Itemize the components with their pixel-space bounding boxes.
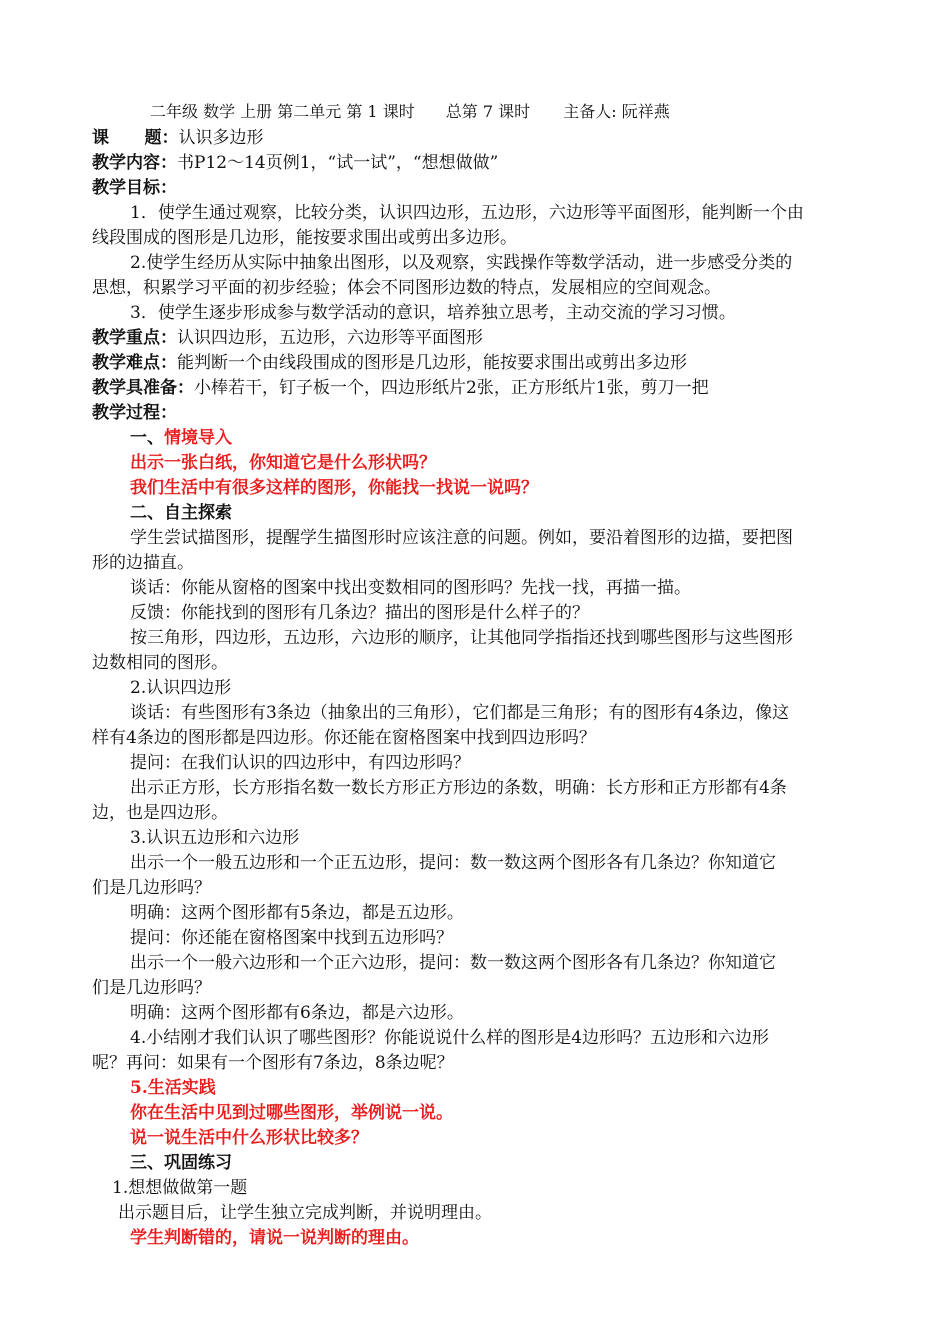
page-header <box>150 100 850 124</box>
s2-subheading-5: 5.生活实践 <box>130 1078 216 1098</box>
s2-para-1b: 形的边描直。 <box>92 553 194 573</box>
s2-para-1a: 学生尝试描图形，提醒学生描图形时应该注意的问题。例如，要沿着图形的边描，要把图 <box>130 528 793 548</box>
s2-para-5a: 谈话：有些图形有3条边（抽象出的三角形），它们都是三角形；有的图形有4条边，像这 <box>130 703 790 723</box>
s2-para-13b: 呢？再问：如果有一个图形有7条边，8条边呢？ <box>92 1053 454 1073</box>
s2-para-11a: 出示一个一般六边形和一个正六边形，提问：数一数这两个图形各有几条边？你知道它 <box>130 953 776 973</box>
key-label: 教学重点： <box>92 328 177 348</box>
difficulty-label: 教学难点： <box>92 353 177 373</box>
goal-1b: 线段围成的图形是几边形，能按要求围出或剪出多边形。 <box>92 228 517 248</box>
key-points-line <box>92 326 882 351</box>
s2-para-5b: 样有4条边的图形都是四边形。你还能在窗格图案中找到四边形吗？ <box>92 728 596 748</box>
s2-para-10: 提问：你还能在窗格图案中找到五边形吗？ <box>130 928 453 948</box>
content-label: 教学内容： <box>92 153 177 173</box>
topic-line <box>92 126 882 151</box>
section-1-heading <box>130 426 882 451</box>
s2-red-prompt-1: 你在生活中见到过哪些图形，举例说一说。 <box>130 1103 453 1123</box>
s2-para-13a: 4.小结刚才我们认识了哪些图形？你能说说什么样的图形是4边形吗？五边形和六边形 <box>130 1028 770 1048</box>
s2-para-2: 谈话：你能从窗格的图案中找出变数相同的图形吗？先找一找，再描一描。 <box>130 578 691 598</box>
process-label: 教学过程： <box>92 403 177 423</box>
goals-label: 教学目标： <box>92 178 177 198</box>
s2-para-7b: 边，也是四边形。 <box>92 803 228 823</box>
s3-subheading-1: 1.想想做做第一题 <box>112 1178 248 1198</box>
section-1-question-1: 出示一张白纸，你知道它是什么形状吗？ <box>130 453 436 473</box>
s3-red-prompt: 学生判断错的，请说一说判断的理由。 <box>130 1228 419 1248</box>
header-preparer: 主备人: 阮祥燕 <box>563 102 670 121</box>
s2-para-8a: 出示一个一般五边形和一个正五边形，提问：数一数这两个图形各有几条边？你知道它 <box>130 853 776 873</box>
s2-para-4b: 边数相同的图形。 <box>92 653 228 673</box>
tools-text: 小棒若干，钉子板一个，四边形纸片2张，正方形纸片1张，剪刀一把 <box>194 378 709 398</box>
s2-para-12: 明确：这两个图形都有6条边，都是六边形。 <box>130 1003 464 1023</box>
section-1-question-2: 我们生活中有很多这样的图形，你能找一找说一说吗？ <box>130 478 538 498</box>
s2-subheading-2: 2.认识四边形 <box>130 678 232 698</box>
goal-2a: 2.使学生经历从实际中抽象出图形，以及观察，实践操作等数学活动，进一步感受分类的 <box>130 253 793 273</box>
key-text: 认识四边形，五边形，六边形等平面图形 <box>177 328 483 348</box>
section-3-heading: 三、巩固练习 <box>130 1153 232 1173</box>
s2-red-prompt-2: 说一说生活中什么形状比较多？ <box>130 1128 368 1148</box>
topic-text: 认识多边形 <box>178 128 264 148</box>
header-total-lessons: 总第 7 课时 <box>445 102 531 121</box>
difficulty-text: 能判断一个由线段围成的图形是几边形，能按要求围出或剪出多边形 <box>177 353 687 373</box>
difficulty-line <box>92 351 882 376</box>
section-1-title: 情境导入 <box>164 428 232 448</box>
goal-1a: 1．使学生通过观察，比较分类，认识四边形，五边形，六边形等平面图形，能判断一个由 <box>130 203 804 223</box>
goal-2b: 思想，积累学习平面的初步经验；体会不同图形边数的特点，发展相应的空间观念。 <box>92 278 721 298</box>
s2-para-7a: 出示正方形，长方形指名数一数长方形正方形边的条数，明确：长方形和正方形都有4条 <box>130 778 787 798</box>
goal-3: 3．使学生逐步形成参与数学活动的意识，培养独立思考，主动交流的学习习惯。 <box>130 303 736 323</box>
s2-para-4a: 按三角形，四边形，五边形，六边形的顺序，让其他同学指指还找到哪些图形与这些图形 <box>130 628 793 648</box>
s2-subheading-3: 3.认识五边形和六边形 <box>130 828 300 848</box>
s2-para-6: 提问：在我们认识的四边形中，有四边形吗？ <box>130 753 470 773</box>
content-line <box>92 151 882 176</box>
section-2-heading: 二、自主探索 <box>130 503 232 523</box>
s2-para-9: 明确：这两个图形都有5条边，都是五边形。 <box>130 903 464 923</box>
header-grade-subject: 二年级 数学 上册 第二单元 第 1 课时 <box>150 102 415 121</box>
s2-para-8b: 们是几边形吗？ <box>92 878 211 898</box>
section-1-number: 一、 <box>130 428 164 448</box>
topic-label: 课 题： <box>92 128 179 148</box>
s3-para-1: 出示题目后，让学生独立完成判断，并说明理由。 <box>118 1203 492 1223</box>
content-text: 书P12～14页例1，“试一试”，“想想做做” <box>177 153 499 173</box>
tools-line <box>92 376 882 401</box>
s2-para-3: 反馈：你能找到的图形有几条边？描出的图形是什么样子的？ <box>130 603 589 623</box>
tools-label: 教学具准备： <box>92 378 194 398</box>
s2-para-11b: 们是几边形吗？ <box>92 978 211 998</box>
